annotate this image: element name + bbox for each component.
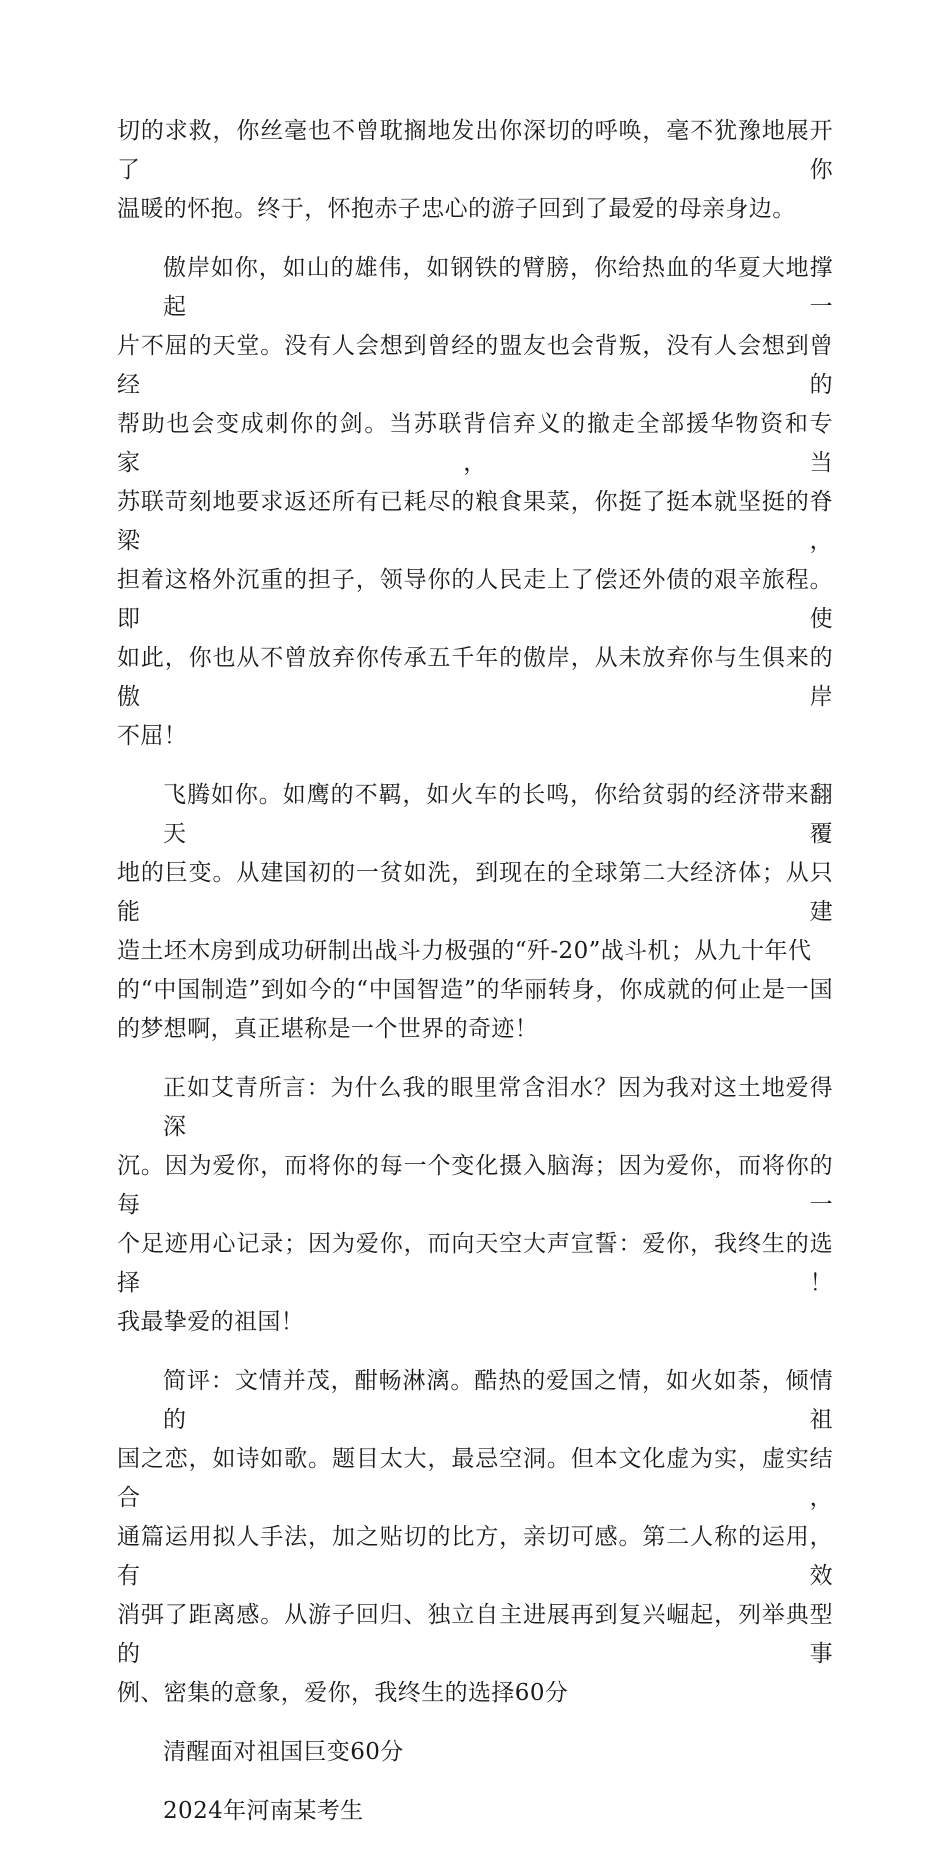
paragraph-4 [117,1069,833,1342]
text-line: 苏联苛刻地要求返还所有已耗尽的粮食果菜，你挺了挺本就坚挺的脊梁， [117,489,833,554]
text-line: 我最挚爱的祖国！ [117,1309,305,1335]
paragraph-5-review [117,1362,833,1713]
text-line: 片不屈的天堂。没有人会想到曾经的盟友也会背叛，没有人会想到曾经的 [117,333,833,398]
text-line: 国之恋，如诗如歌。题目太大，最忌空洞。但本文化虚为实，虚实结合， [117,1446,833,1511]
text-line: 地的巨变。从建国初的一贫如洗，到现在的全球第二大经济体；从只能建 [117,860,833,925]
paragraph-3 [117,776,833,1049]
text-line: 如此，你也从不曾放弃你传承五千年的傲岸，从未放弃你与生俱来的傲岸 [117,645,833,710]
text-line: 温暖的怀抱。终于，怀抱赤子忠心的游子回到了最爱的母亲身边。 [117,196,796,222]
paragraph-1 [117,112,833,229]
text-line: 的“中国制造”到如今的“中国智造”的华丽转身，你成就的何止是一国 [117,977,833,1003]
text-line: 简评：文情并茂，酣畅淋漓。酷热的爱国之情，如火如荼，倾情的祖 [163,1368,833,1433]
text-line: 通篇运用拟人手法，加之贴切的比方，亲切可感。第二人称的运用，有效 [117,1524,833,1589]
text-line: 沉。因为爱你，而将你的每一个变化摄入脑海；因为爱你，而将你的每一 [117,1153,833,1218]
document-body [117,112,833,1851]
text-line: 消弭了距离感。从游子回归、独立自主进展再到复兴崛起，列举典型的事 [117,1602,833,1667]
text-line: 担着这格外沉重的担子，领导你的人民走上了偿还外债的艰辛旅程。即使 [117,567,833,632]
text-line: 傲岸如你，如山的雄伟，如钢铁的臂膀，你给热血的华夏大地撑起一 [163,255,833,320]
text-line: 帮助也会变成刺你的剑。当苏联背信弃义的撤走全部援华物资和专家，当 [117,411,833,476]
text-line: 切的求救，你丝毫也不曾耽搁地发出你深切的呼唤，毫不犹豫地展开了你 [117,118,833,183]
text-line: 造土坯木房到成功研制出战斗力极强的“歼-20”战斗机；从九十年代 [117,938,812,964]
essay-title: 清醒面对祖国巨变60分 [163,1739,404,1765]
text-line: 个足迹用心记录；因为爱你，而向天空大声宣誓：爱你，我终生的选择！ [117,1231,833,1296]
text-line: 例、密集的意象，爱你，我终生的选择60分 [117,1680,569,1706]
text-line: 飞腾如你。如鹰的不羁，如火车的长鸣，你给贫弱的经济带来翻天覆 [163,782,833,847]
text-line: 正如艾青所言：为什么我的眼里常含泪水？因为我对这土地爱得深 [163,1075,833,1140]
essay-author: 2024年河南某考生 [163,1798,364,1824]
paragraph-2 [117,249,833,756]
text-line: 不屈！ [117,723,188,749]
text-line: 的梦想啊，真正堪称是一个世界的奇迹！ [117,1016,539,1042]
